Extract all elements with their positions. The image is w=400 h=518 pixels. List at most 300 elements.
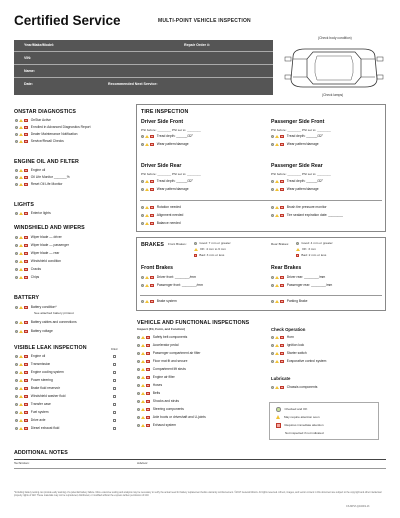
- list-item[interactable]: Drive axle: [15, 419, 45, 422]
- rear-brakes-scale-label: Rear Brakes:: [271, 242, 290, 246]
- onstar-section-title: ONSTAR DIAGNOSTICS: [14, 109, 77, 115]
- urgent-square-icon[interactable]: [280, 276, 283, 279]
- attention-triangle-icon[interactable]: [275, 386, 279, 389]
- ok-circle-icon[interactable]: [15, 379, 18, 382]
- ok-circle-icon[interactable]: [137, 392, 140, 395]
- urgent-square-icon[interactable]: [146, 336, 149, 339]
- list-item[interactable]: Service/Recall Checks: [15, 140, 64, 143]
- filled-checkbox[interactable]: [113, 411, 116, 414]
- attention-triangle-icon[interactable]: [19, 140, 23, 143]
- list-item[interactable]: Fuel system: [15, 411, 49, 414]
- urgent-square-icon[interactable]: [146, 416, 149, 419]
- passenger-rear-title: Passenger Side Rear: [271, 163, 323, 169]
- urgent-square-icon[interactable]: [280, 135, 283, 138]
- ok-circle-icon[interactable]: [271, 284, 274, 287]
- car-top-view-diagram: [283, 43, 385, 93]
- attention-triangle-icon[interactable]: [19, 126, 23, 129]
- list-item[interactable]: Ignition lock: [271, 344, 304, 347]
- ok-circle-icon[interactable]: [137, 360, 140, 363]
- urgent-square-icon[interactable]: [280, 188, 283, 191]
- rear-good-option: Good: 4 mm or greater: [296, 242, 333, 245]
- urgent-square-icon: [194, 254, 197, 257]
- urgent-square-icon[interactable]: [146, 344, 149, 347]
- list-item[interactable]: Axle boots or driveshaft and U-joints: [137, 416, 206, 419]
- list-item[interactable]: Battery cables and connections: [15, 321, 77, 324]
- attention-triangle-icon[interactable]: [19, 403, 23, 406]
- technician-label[interactable]: Technician:: [14, 461, 30, 465]
- list-item[interactable]: Driver front: ________/mm: [141, 276, 196, 279]
- ok-circle-icon[interactable]: [141, 180, 144, 183]
- list-item[interactable]: Compartment lift struts: [137, 368, 186, 371]
- urgent-square-icon[interactable]: [280, 386, 283, 389]
- list-item[interactable]: Wear pattern/damage: [141, 188, 189, 191]
- list-item[interactable]: Exhaust system: [137, 424, 176, 427]
- urgent-square-icon[interactable]: [24, 379, 27, 382]
- list-item[interactable]: Alignment needed: [141, 214, 183, 217]
- repair-order-label: Repair Order #:: [184, 43, 211, 47]
- urgent-square-icon[interactable]: [150, 300, 153, 303]
- list-item[interactable]: Chips: [15, 276, 39, 279]
- urgent-square-icon[interactable]: [280, 143, 283, 146]
- urgent-square-icon[interactable]: [24, 419, 27, 422]
- ok-circle-icon[interactable]: [271, 336, 274, 339]
- urgent-square-icon[interactable]: [280, 336, 283, 339]
- list-item[interactable]: Windshield condition: [15, 260, 61, 263]
- ok-circle-icon[interactable]: [271, 300, 274, 303]
- attention-triangle-icon[interactable]: [145, 135, 149, 138]
- attention-triangle-icon[interactable]: [19, 306, 23, 309]
- ok-circle-icon[interactable]: [141, 143, 144, 146]
- urgent-square-icon[interactable]: [24, 363, 27, 366]
- list-item[interactable]: Passenger rear: ________/mm: [271, 284, 332, 287]
- attention-triangle-icon[interactable]: [145, 284, 149, 287]
- passenger-front-psi[interactable]: PSI before: ________ PSI set to: ________: [271, 128, 331, 132]
- urgent-square-icon[interactable]: [280, 284, 283, 287]
- list-item[interactable]: Passenger compartment air filter: [137, 352, 200, 355]
- list-item[interactable]: Wear pattern/damage: [271, 188, 319, 191]
- ok-circle-icon: [296, 242, 299, 245]
- urgent-square-icon[interactable]: [24, 169, 27, 172]
- filled-checkbox[interactable]: [113, 419, 116, 422]
- year-make-model-label: Year/Make/Model:: [24, 43, 55, 47]
- urgent-square-icon[interactable]: [24, 321, 27, 324]
- urgent-square-icon[interactable]: [146, 376, 149, 379]
- attention-triangle-icon[interactable]: [141, 408, 145, 411]
- attention-triangle-icon[interactable]: [275, 214, 279, 217]
- urgent-square-icon[interactable]: [24, 252, 27, 255]
- ok-circle-icon[interactable]: [271, 206, 274, 209]
- list-item[interactable]: Chassis components: [271, 386, 317, 389]
- urgent-square-icon[interactable]: [146, 352, 149, 355]
- list-item[interactable]: Transfer case: [15, 403, 51, 406]
- ok-circle-icon[interactable]: [15, 169, 18, 172]
- attention-triangle-icon[interactable]: [141, 376, 145, 379]
- front-ok-option: OK: 4 mm to 6 mm: [194, 248, 226, 251]
- ok-circle-icon[interactable]: [15, 276, 18, 279]
- urgent-square-icon[interactable]: [146, 400, 149, 403]
- ok-circle-icon[interactable]: [15, 403, 18, 406]
- filled-checkbox[interactable]: [113, 379, 116, 382]
- list-item[interactable]: Oil Life Monitor _______%: [15, 176, 70, 179]
- urgent-square-icon[interactable]: [146, 408, 149, 411]
- urgent-square-icon[interactable]: [150, 284, 153, 287]
- ok-circle-icon[interactable]: [15, 419, 18, 422]
- list-item[interactable]: Hoses: [137, 384, 162, 387]
- ok-circle-icon[interactable]: [15, 387, 18, 390]
- advisor-label[interactable]: Advisor:: [137, 461, 149, 465]
- urgent-square-icon[interactable]: [280, 214, 283, 217]
- list-item[interactable]: Reset Oil Life Monitor: [15, 183, 62, 186]
- attention-triangle-icon[interactable]: [275, 284, 279, 287]
- ok-circle-icon[interactable]: [15, 126, 18, 129]
- attention-triangle-icon[interactable]: [145, 214, 149, 217]
- attention-triangle-icon[interactable]: [19, 252, 23, 255]
- list-item[interactable]: Transmission: [15, 363, 50, 366]
- urgent-square-icon[interactable]: [150, 206, 153, 209]
- list-item[interactable]: Balance needed: [141, 222, 181, 225]
- urgent-square-icon[interactable]: [280, 360, 283, 363]
- ok-circle-icon[interactable]: [15, 355, 18, 358]
- attention-triangle-icon[interactable]: [19, 260, 23, 263]
- ok-circle-icon[interactable]: [15, 321, 18, 324]
- ok-circle-icon[interactable]: [15, 133, 18, 136]
- attention-triangle-icon[interactable]: [275, 188, 279, 191]
- attention-triangle-icon[interactable]: [19, 212, 23, 215]
- list-item[interactable]: Starter switch: [271, 352, 307, 355]
- list-item[interactable]: Brake system: [141, 300, 177, 303]
- urgent-square-icon[interactable]: [24, 212, 27, 215]
- driver-rear-title: Driver Side Rear: [141, 163, 182, 169]
- attention-triangle-icon[interactable]: [275, 206, 279, 209]
- ok-circle-icon[interactable]: [15, 183, 18, 186]
- date-label: Date:: [24, 82, 33, 86]
- windshield-section-title: WINDSHIELD AND WIPERS: [14, 225, 85, 231]
- ok-circle-icon[interactable]: [15, 411, 18, 414]
- urgent-square-icon[interactable]: [24, 126, 27, 129]
- legend-urgent: Requires immediate attention: [276, 423, 324, 428]
- list-item[interactable]: Diesel exhaust fluid: [15, 427, 59, 430]
- attention-triangle-icon[interactable]: [275, 276, 279, 279]
- urgent-square-icon[interactable]: [280, 352, 283, 355]
- urgent-square-icon[interactable]: [24, 119, 27, 122]
- attention-triangle-icon[interactable]: [275, 300, 279, 303]
- attention-triangle-icon[interactable]: [19, 379, 23, 382]
- urgent-square-icon[interactable]: [150, 276, 153, 279]
- additional-notes-title: ADDITIONAL NOTES: [14, 450, 68, 456]
- urgent-square-icon[interactable]: [24, 330, 27, 333]
- attention-triangle-icon[interactable]: [19, 371, 23, 374]
- urgent-square-icon[interactable]: [24, 306, 27, 309]
- attention-triangle-icon[interactable]: [19, 244, 23, 247]
- list-item[interactable]: Steering components: [137, 408, 184, 411]
- vin-label: VIN:: [24, 56, 32, 60]
- urgent-square-icon[interactable]: [24, 133, 27, 136]
- attention-triangle-icon[interactable]: [145, 143, 149, 146]
- urgent-square-icon[interactable]: [280, 300, 283, 303]
- ok-circle-icon[interactable]: [15, 252, 18, 255]
- attention-triangle-icon[interactable]: [19, 183, 23, 186]
- attention-triangle-icon: [296, 248, 300, 251]
- attention-triangle-icon[interactable]: [19, 276, 23, 279]
- ok-circle-icon[interactable]: [15, 363, 18, 366]
- passenger-rear-psi[interactable]: PSI before: ________ PSI set to: ________: [271, 172, 331, 176]
- list-item[interactable]: Rotation needed: [141, 206, 181, 209]
- attention-triangle-icon[interactable]: [145, 222, 149, 225]
- urgent-square-icon[interactable]: [146, 392, 149, 395]
- attention-triangle-icon[interactable]: [19, 169, 23, 172]
- urgent-square-icon[interactable]: [24, 244, 27, 247]
- attention-triangle-icon[interactable]: [141, 392, 145, 395]
- list-item[interactable]: Passenger front: ________/mm: [141, 284, 203, 287]
- page-subtitle: MULTI-POINT VEHICLE INSPECTION: [158, 18, 251, 24]
- customer-info-block: [14, 40, 273, 95]
- filled-checkbox[interactable]: [113, 387, 116, 390]
- ok-circle-icon[interactable]: [271, 180, 274, 183]
- attention-triangle-icon[interactable]: [141, 424, 145, 427]
- ok-circle-icon[interactable]: [141, 214, 144, 217]
- ok-circle-icon[interactable]: [141, 206, 144, 209]
- attention-triangle-icon[interactable]: [145, 188, 149, 191]
- attention-triangle-icon[interactable]: [275, 336, 279, 339]
- list-item[interactable]: Engine oil: [15, 355, 45, 358]
- urgent-square-icon[interactable]: [24, 427, 27, 430]
- attention-triangle-icon[interactable]: [19, 321, 23, 324]
- ok-circle-icon[interactable]: [15, 395, 18, 398]
- list-item[interactable]: Exterior lights: [15, 212, 51, 215]
- attention-triangle-icon[interactable]: [141, 336, 145, 339]
- urgent-square-icon[interactable]: [150, 222, 153, 225]
- attention-triangle-icon[interactable]: [145, 300, 149, 303]
- ok-circle-icon[interactable]: [271, 135, 274, 138]
- ok-circle-icon[interactable]: [15, 371, 18, 374]
- list-item[interactable]: Tread depth: ______/32": [141, 135, 193, 138]
- ok-circle-icon[interactable]: [137, 384, 140, 387]
- driver-rear-psi[interactable]: PSI before: ________ PSI set to: ________: [141, 172, 201, 176]
- attention-triangle-icon[interactable]: [145, 276, 149, 279]
- ok-circle-icon[interactable]: [15, 119, 18, 122]
- urgent-square-icon[interactable]: [24, 403, 27, 406]
- ok-circle-icon[interactable]: [137, 352, 140, 355]
- ok-circle-icon[interactable]: [141, 135, 144, 138]
- list-item[interactable]: Wiper blade — passenger: [15, 244, 69, 247]
- ok-circle-icon[interactable]: [137, 400, 140, 403]
- attention-triangle-icon[interactable]: [141, 416, 145, 419]
- attention-triangle-icon[interactable]: [19, 268, 23, 271]
- ok-circle-icon: [194, 242, 197, 245]
- list-item[interactable]: Battery condition*: [15, 306, 57, 309]
- urgent-square-icon[interactable]: [150, 135, 153, 138]
- list-item[interactable]: OnStar Active: [15, 119, 51, 122]
- attention-triangle-icon[interactable]: [275, 344, 279, 347]
- footer-disclaimer: *Including battery testing can provide early warning of a potential battery failure. More extensive testing and analysis may be necessary to verify the actual need for battery replacement before warranty reimbursement. ©2017 General Motors. All rights reserved. All text, images, and vector content in this document are subject to the copyright and other intellectual property rights of GM. These materials may not be reproduced, distributed, or modified without the express written permission of GM.: [14, 492, 382, 498]
- ok-circle-icon[interactable]: [141, 222, 144, 225]
- urgent-square-icon[interactable]: [24, 140, 27, 143]
- ok-circle-icon[interactable]: [15, 212, 18, 215]
- urgent-square-icon[interactable]: [24, 371, 27, 374]
- attention-triangle-icon[interactable]: [141, 360, 145, 363]
- front-bad-option: Bad: 3 mm or less: [194, 254, 224, 257]
- list-item[interactable]: Engine cooling system: [15, 371, 64, 374]
- ok-circle-icon[interactable]: [15, 268, 18, 271]
- ok-circle-icon[interactable]: [15, 236, 18, 239]
- attention-triangle-icon[interactable]: [19, 411, 23, 414]
- filled-checkbox[interactable]: [113, 363, 116, 366]
- ok-circle-icon[interactable]: [137, 408, 140, 411]
- list-item[interactable]: Brake fluid reservoir: [15, 387, 60, 390]
- urgent-square-icon[interactable]: [146, 424, 149, 427]
- ok-circle-icon[interactable]: [137, 376, 140, 379]
- ok-circle-icon[interactable]: [15, 176, 18, 179]
- list-item[interactable]: Evaporative control system: [271, 360, 326, 363]
- ok-circle-icon[interactable]: [271, 352, 274, 355]
- ok-circle-icon[interactable]: [141, 276, 144, 279]
- driver-front-psi[interactable]: PSI before: ________ PSI set to: ________: [141, 128, 201, 132]
- list-item[interactable]: Tread depth: ______/32": [271, 180, 323, 183]
- list-item[interactable]: Enrolled in Advanced Diagnostics Report: [15, 126, 91, 129]
- attention-triangle-icon[interactable]: [19, 427, 23, 430]
- filled-checkbox[interactable]: [113, 403, 116, 406]
- ok-circle-icon[interactable]: [137, 336, 140, 339]
- list-item[interactable]: Shocks and struts: [137, 400, 179, 403]
- list-item[interactable]: Safety belt components: [137, 336, 187, 339]
- list-item[interactable]: Tire sealant expiration date: ________: [271, 214, 343, 217]
- attention-triangle-icon[interactable]: [141, 352, 145, 355]
- list-item[interactable]: Accelerator pedal: [137, 344, 178, 347]
- list-item[interactable]: Power steering: [15, 379, 53, 382]
- attention-triangle-icon[interactable]: [275, 352, 279, 355]
- list-item[interactable]: Belts: [137, 392, 160, 395]
- urgent-square-icon[interactable]: [150, 180, 153, 183]
- ok-circle-icon[interactable]: [137, 368, 140, 371]
- attention-triangle-icon[interactable]: [19, 363, 23, 366]
- ok-circle-icon[interactable]: [137, 344, 140, 347]
- list-item[interactable]: Tread depth: ______/32": [271, 135, 323, 138]
- attention-triangle-icon[interactable]: [19, 387, 23, 390]
- attention-triangle-icon[interactable]: [141, 368, 145, 371]
- attention-triangle-icon[interactable]: [19, 330, 23, 333]
- attention-triangle-icon[interactable]: [141, 400, 145, 403]
- ok-circle-icon[interactable]: [15, 427, 18, 430]
- vehicle-section-title: VEHICLE AND FUNCTIONAL INSPECTIONS: [137, 320, 250, 326]
- filled-checkbox[interactable]: [113, 427, 116, 430]
- attention-triangle-icon[interactable]: [141, 384, 145, 387]
- status-legend: [269, 402, 379, 440]
- urgent-square-icon[interactable]: [150, 188, 153, 191]
- ok-circle-icon[interactable]: [137, 424, 140, 427]
- attention-triangle-icon[interactable]: [19, 176, 23, 179]
- ok-circle-icon[interactable]: [271, 143, 274, 146]
- list-item[interactable]: Windshield washer fluid: [15, 395, 65, 398]
- urgent-square-icon[interactable]: [280, 180, 283, 183]
- ok-circle-icon[interactable]: [15, 330, 18, 333]
- ok-circle-icon[interactable]: [271, 344, 274, 347]
- urgent-square-icon[interactable]: [24, 268, 27, 271]
- attention-triangle-icon[interactable]: [19, 419, 23, 422]
- attention-triangle-icon[interactable]: [275, 143, 279, 146]
- ok-circle-icon[interactable]: [141, 300, 144, 303]
- filled-checkbox[interactable]: [113, 355, 116, 358]
- urgent-square-icon[interactable]: [150, 143, 153, 146]
- ok-circle-icon[interactable]: [271, 214, 274, 217]
- urgent-square-icon[interactable]: [24, 276, 27, 279]
- ok-circle-icon[interactable]: [15, 260, 18, 263]
- list-item[interactable]: Horn: [271, 336, 294, 339]
- urgent-square-icon[interactable]: [24, 411, 27, 414]
- urgent-square-icon[interactable]: [280, 206, 283, 209]
- list-item[interactable]: Engine air filter: [137, 376, 175, 379]
- ok-circle-icon[interactable]: [271, 360, 274, 363]
- attention-triangle-icon[interactable]: [19, 133, 23, 136]
- urgent-square-icon[interactable]: [150, 214, 153, 217]
- attention-triangle-icon[interactable]: [19, 119, 23, 122]
- attention-triangle-icon[interactable]: [275, 360, 279, 363]
- filled-checkbox[interactable]: [113, 371, 116, 374]
- list-item[interactable]: Engine oil: [15, 169, 45, 172]
- list-item[interactable]: Brush tire pressure monitor: [271, 206, 327, 209]
- urgent-square-icon[interactable]: [24, 387, 27, 390]
- list-item[interactable]: Floor mat fit and secure: [137, 360, 187, 363]
- list-item[interactable]: Wear pattern/damage: [271, 143, 319, 146]
- urgent-square-icon[interactable]: [146, 368, 149, 371]
- front-brakes-title: Front Brakes: [141, 265, 173, 271]
- list-item[interactable]: Parking Brake: [271, 300, 308, 303]
- ok-circle-icon[interactable]: [141, 284, 144, 287]
- check-lamps-label: (Check lamps): [322, 93, 344, 97]
- ok-circle-icon[interactable]: [15, 244, 18, 247]
- rear-ok-option: OK: 3 mm: [296, 248, 316, 251]
- urgent-square-icon[interactable]: [24, 355, 27, 358]
- urgent-square-icon[interactable]: [24, 260, 27, 263]
- urgent-square-icon[interactable]: [24, 183, 27, 186]
- ok-circle-icon[interactable]: [271, 386, 274, 389]
- filled-column-header: Filled: [111, 348, 118, 351]
- attention-triangle-icon[interactable]: [19, 355, 23, 358]
- list-item[interactable]: Battery voltage: [15, 330, 53, 333]
- attention-triangle-icon[interactable]: [141, 344, 145, 347]
- urgent-square-icon[interactable]: [146, 360, 149, 363]
- list-item[interactable]: Wear pattern/damage: [141, 143, 189, 146]
- check-body-label: (Check body condition): [318, 36, 352, 40]
- attention-triangle-icon[interactable]: [275, 180, 279, 183]
- ok-circle-icon[interactable]: [15, 140, 18, 143]
- list-item[interactable]: Wiper blade — rear: [15, 252, 59, 255]
- ok-circle-icon[interactable]: [271, 188, 274, 191]
- urgent-square-icon[interactable]: [146, 384, 149, 387]
- urgent-square-icon[interactable]: [280, 344, 283, 347]
- attention-triangle-icon[interactable]: [145, 206, 149, 209]
- urgent-square-icon[interactable]: [24, 236, 27, 239]
- engine-oil-section-title: ENGINE OIL AND FILTER: [14, 159, 79, 165]
- urgent-square-icon[interactable]: [24, 395, 27, 398]
- ok-circle-icon[interactable]: [15, 306, 18, 309]
- ok-circle-icon[interactable]: [271, 276, 274, 279]
- list-item[interactable]: Tread depth: ______/32": [141, 180, 193, 183]
- attention-triangle-icon[interactable]: [19, 236, 23, 239]
- list-item[interactable]: Cracks: [15, 268, 41, 271]
- list-item[interactable]: Wiper blade — driver: [15, 236, 62, 239]
- list-item[interactable]: Dealer Maintenance Notification: [15, 133, 78, 136]
- attention-triangle-icon[interactable]: [275, 135, 279, 138]
- urgent-square-icon[interactable]: [24, 176, 27, 179]
- attention-triangle-icon[interactable]: [19, 395, 23, 398]
- attention-triangle-icon[interactable]: [145, 180, 149, 183]
- list-item[interactable]: Driver rear: ________/mm: [271, 276, 325, 279]
- filled-checkbox[interactable]: [113, 395, 116, 398]
- ok-circle-icon[interactable]: [141, 188, 144, 191]
- passenger-front-title: Passenger Side Front: [271, 119, 325, 125]
- page-title: Certified Service: [14, 13, 121, 28]
- ok-circle-icon[interactable]: [137, 416, 140, 419]
